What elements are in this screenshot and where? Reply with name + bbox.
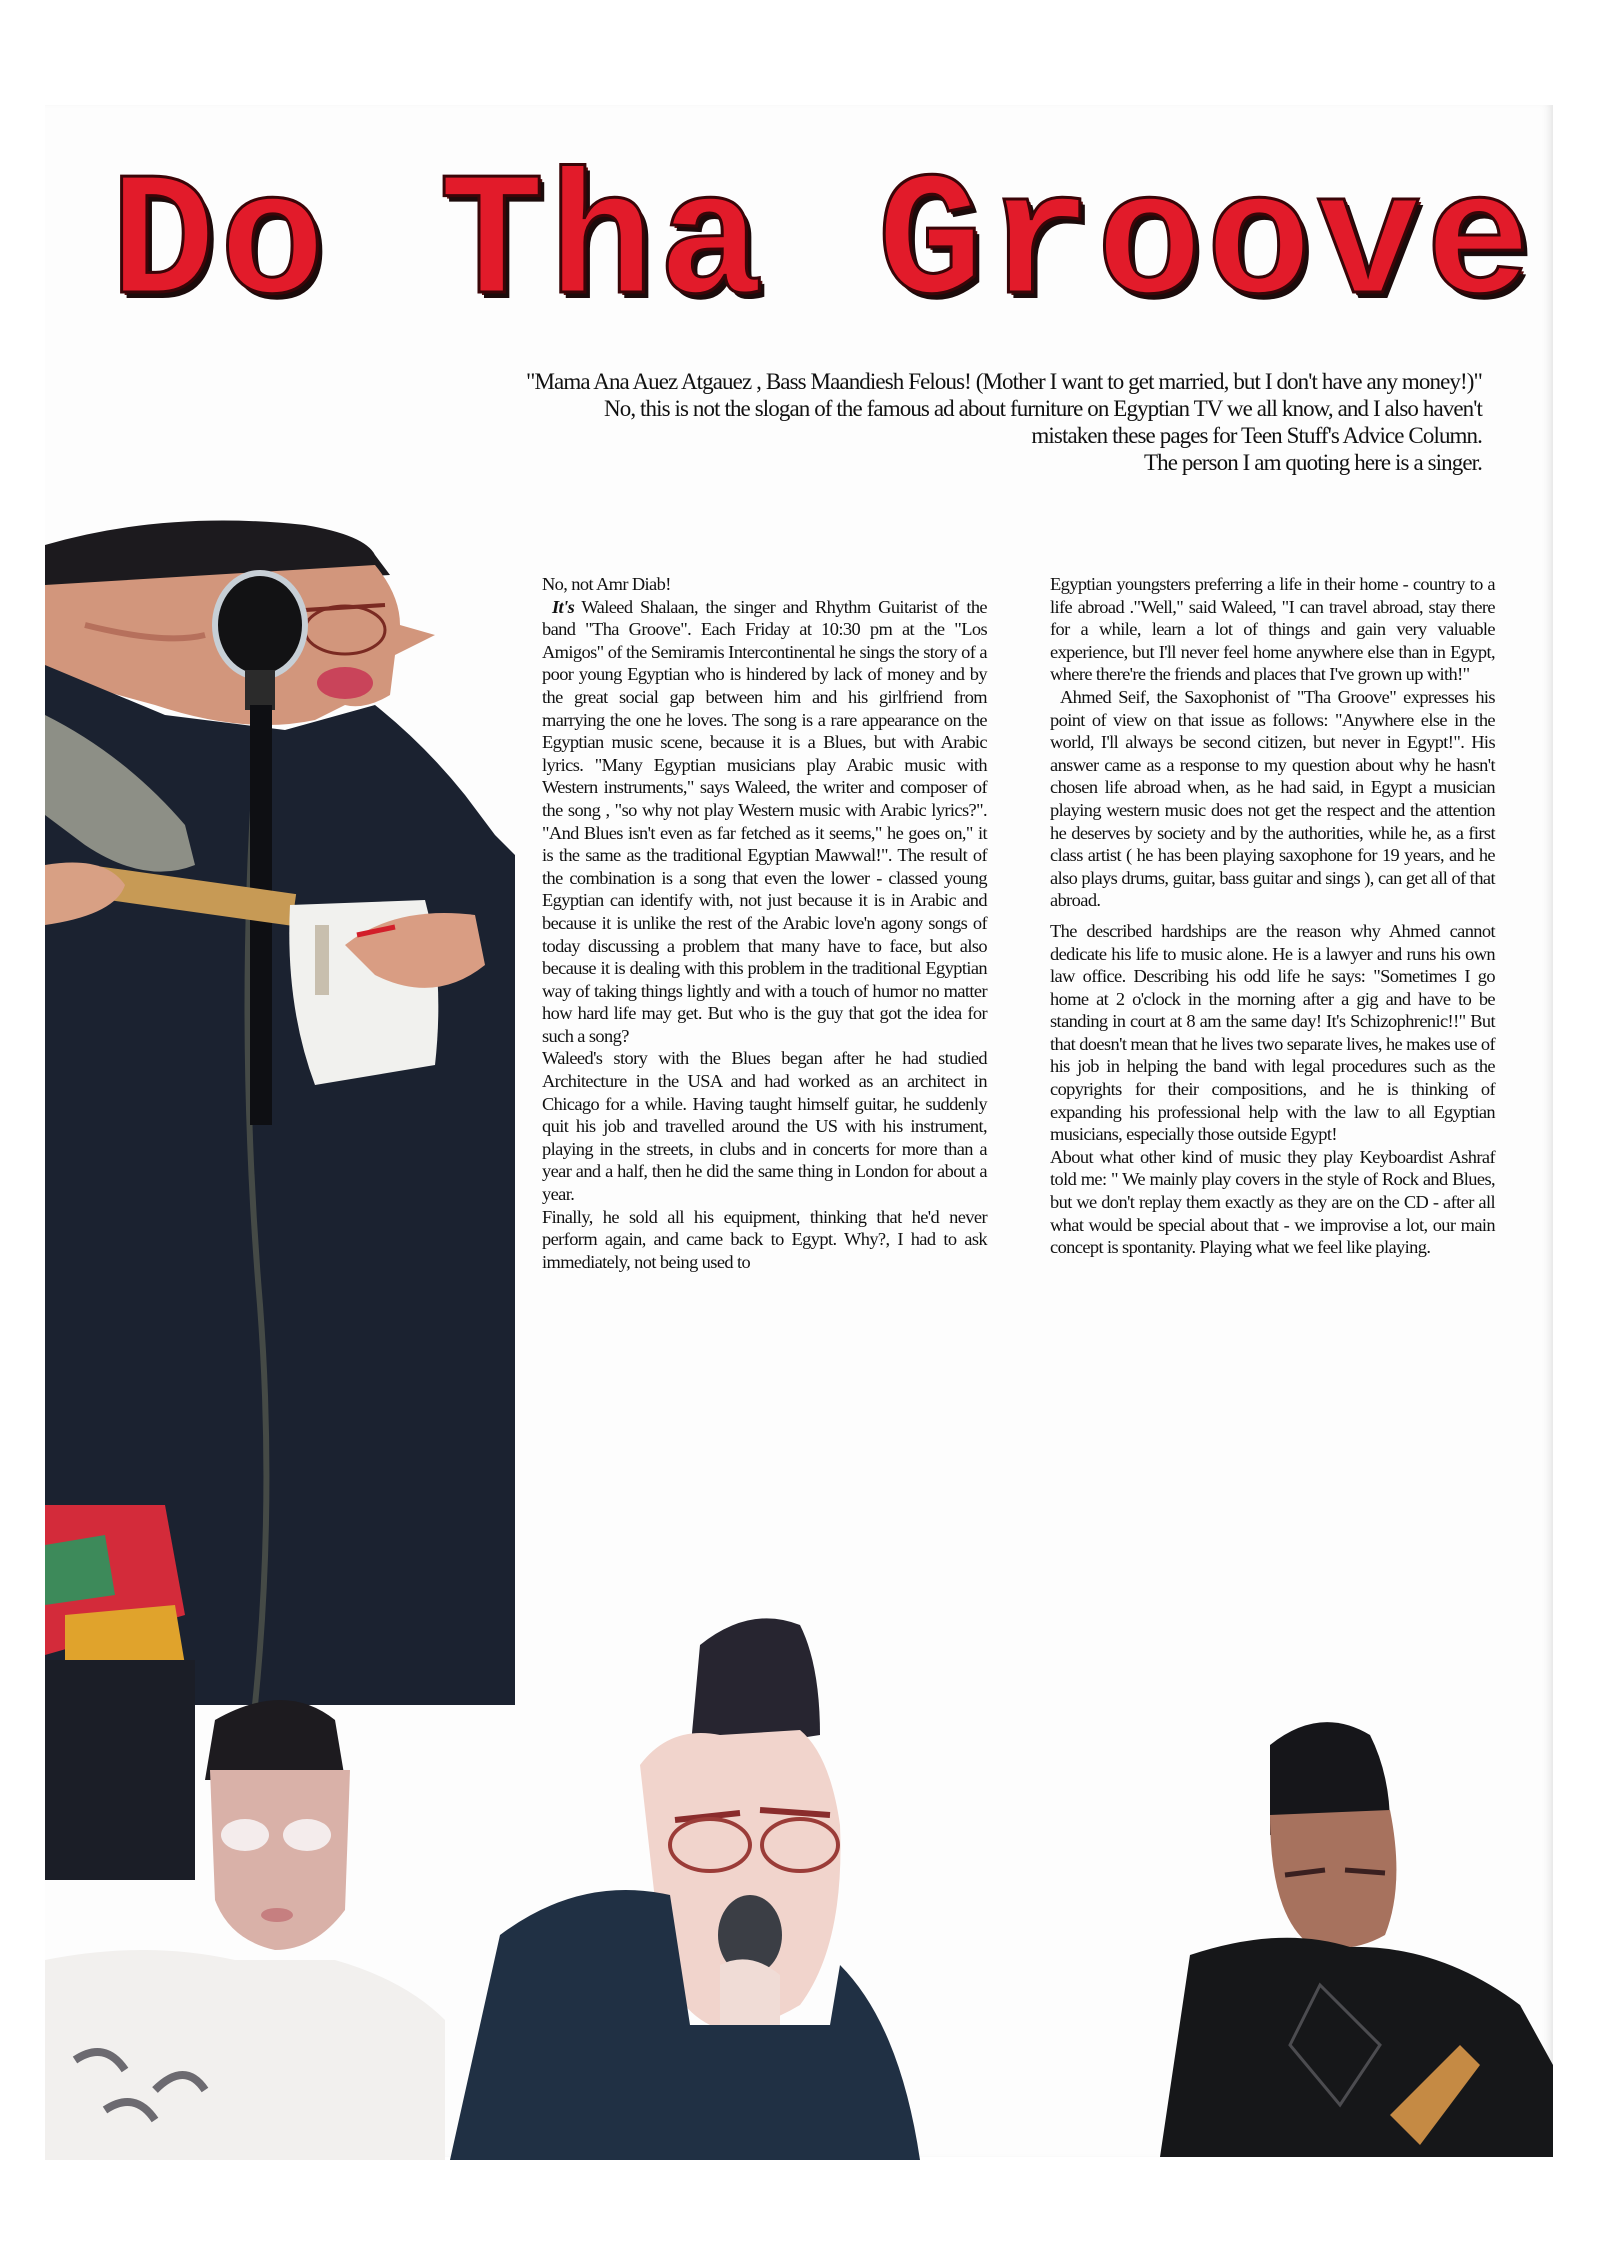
photo-guitarist-singer bbox=[45, 505, 515, 1705]
photo-singer-microphone bbox=[420, 1605, 1070, 2160]
paragraph: Finally, he sold all his equipment, thinking that he'd never perform again, and came back to Egypt. Why?, I had to ask immediately, not being used to bbox=[542, 1206, 987, 1272]
article-intro bbox=[242, 368, 1482, 476]
paragraph: Waleed's story with the Blues began after he had studied Architecture in the USA and had worked as an architect in Chicago for a while. Having taught himself guitar, he suddenly quit his job and travelled around the US with his instrument, playing in the streets, in clubs and in concerts for more than a year and a half, then he did the same thing in London for about a year. bbox=[542, 1048, 987, 1205]
article-column-2 bbox=[1050, 573, 1495, 1259]
paragraph bbox=[542, 596, 987, 1048]
intro-line: No, this is not the slogan of the famous ad about furniture on Egyptian TV we all know, and I also haven't bbox=[604, 396, 1482, 421]
photo-keyboardist bbox=[45, 1660, 465, 2160]
paragraph: About what other kind of music they play Keyboardist Ashraf told me: " We mainly play covers in the style of Rock and Blues, but we don't replay them exactly as they are on the CD - after all what would be special about that - we improvise a lot, our main concept is spontanity. Playing what we feel like playing. bbox=[1050, 1146, 1495, 1258]
paragraph: No, not Amr Diab! bbox=[542, 574, 671, 594]
photo-bassist bbox=[1120, 1685, 1555, 2157]
paragraph-text: Waleed Shalaan, the singer and Rhythm Guitarist of the band "Tha Groove". Each Friday at 10:30 pm at the "Los Amigos" of the Semiramis Intercontinental he sings the story of a poor young Egyptian who is hindered by lack of money and by the great social gap between him and his girlfriend from marrying the one he loves. The song is a rare appearance on the Egyptian music scene, because it is a Blues, but with Arabic lyrics. "Many Egyptian musicians play Arabic music with Western instruments," says Waleed, the writer and composer of the song , "so why not play Western music with Arabic lyrics?". "And Blues isn't even as far fetched as it seems," he goes on," it is the same as the traditional Egyptian Mawwal!". The result of the combination is a song that even the lower - classed young Egyptian can identify with, not just because it is in Arabic and because it is unlike the rest of the Arabic love'n agony songs of today discussing a problem that many have to face, but also because it is dealing with this problem in the traditional Egyptian way of taking things lightly and with a touch of humor no matter how hard life may get. But who is the guy that got the idea for such a song? bbox=[542, 596, 987, 1046]
intro-line: The person I am quoting here is a singer. bbox=[1143, 450, 1482, 475]
article-column-1 bbox=[542, 573, 987, 1273]
paragraph: Egyptian youngsters preferring a life in their home - country to a life abroad ."Well," said Waleed, "I can travel abroad, stay there for a while, learn a lot of things and gain very valuable experience, but I'll never feel home anywhere else than in Egypt, where there're the friends and places that I've grown up with!" bbox=[1050, 574, 1495, 685]
paragraph: Ahmed Seif, the Saxophonist of "Tha Groove" expresses his point of view on that issue as follows: "Anywhere else in the world, I'll always be second citizen, but never in Egypt!". His answer came as a response to my question about why he hasn't chosen life abroad when, as he had said, in Egypt a musician playing western music does not get the respect and the attention he deserves by society and by the authorities, while he, as a first class artist ( he has been playing saxophone for 19 years, and he also plays drums, guitar, bass guitar and sings ), can get all of that abroad. bbox=[1050, 686, 1495, 911]
intro-quote: "Mama Ana Auez Atgauez , Bass Maandiesh Felous! (Mother I want to get married, but I don't have any money!)" bbox=[526, 369, 1482, 394]
paragraph: The described hardships are the reason why Ahmed cannot dedicate his life to music alone. He is a lawyer and runs his own law office. Describing his odd life he says: "Sometimes I go home at 2 o'clock in the morning after a gig and have to be standing in court at 8 am the same day! It's Schizophrenic!!" But that doesn't mean that he lives two separate lives, he makes use of his job in helping the band with legal procedures such as the copyrights for their compositions, and he is thinking of expanding his professional help with the law to all Egyptian musicians, especially those outside Egypt! bbox=[1050, 920, 1495, 1145]
intro-line: mistaken these pages for Teen Stuff's Advice Column. bbox=[1031, 423, 1482, 448]
article-headline: Do Tha Groove bbox=[110, 145, 1536, 345]
paragraph-lead: It's bbox=[552, 596, 575, 617]
